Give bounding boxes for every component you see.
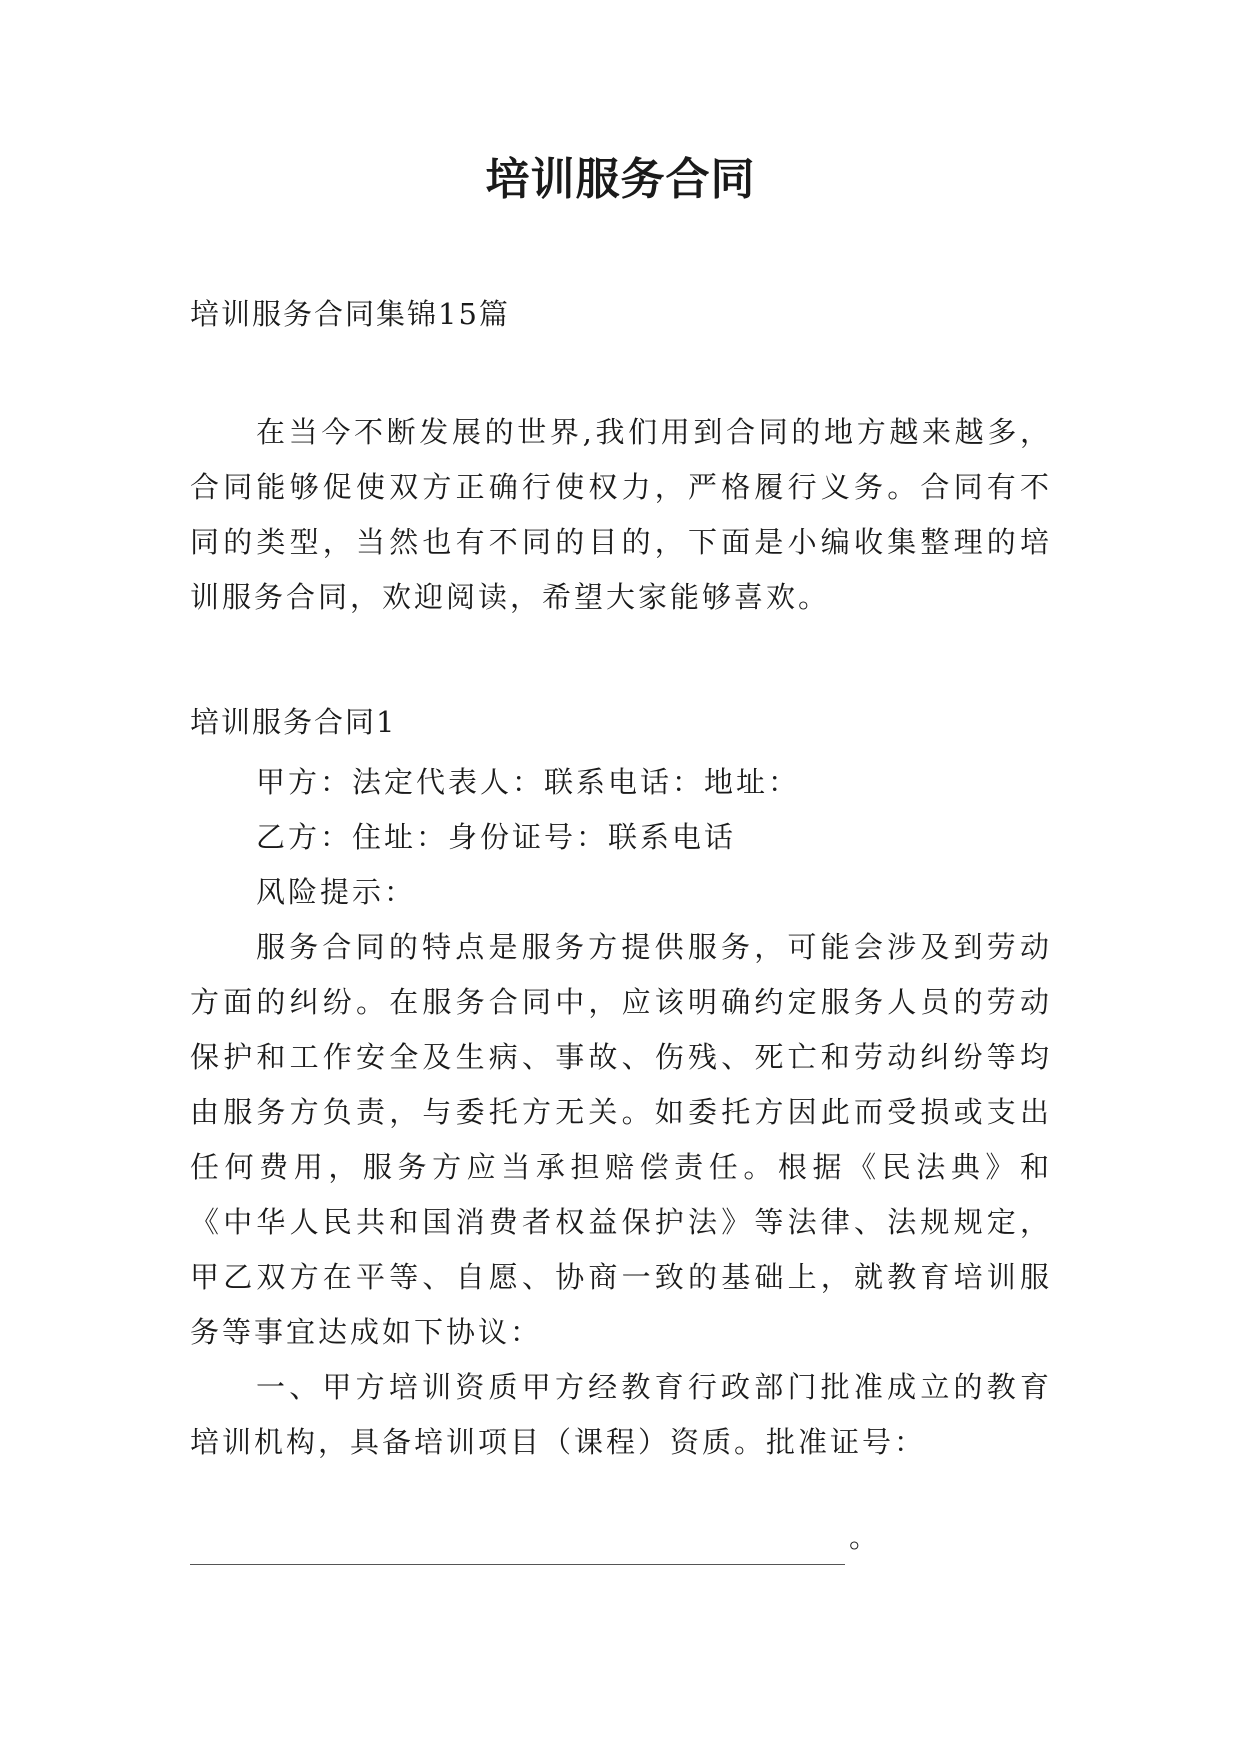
intro-paragraph: 在当今不断发展的世界,我们用到合同的地方越来越多，合同能够促使双方正确行使权力，严格履行义务。合同有不同的类型，当然也有不同的目的，下面是小编收集整理的培训服务合同，欢迎阅读，希望大家能够喜欢。	[190, 415, 1052, 614]
fill-in-underline	[190, 1534, 845, 1565]
section-heading: 培训服务合同1	[190, 705, 397, 739]
party-a-line: 甲方：法定代表人：联系电话：地址：	[256, 765, 801, 799]
collection-subtitle: 培训服务合同集锦15篇	[190, 297, 510, 331]
contract-body	[190, 755, 1052, 1470]
clause-one-paragraph: 一、甲方培训资质甲方经教育行政部门批准成立的教育培训机构，具备培训项目（课程）资质。批准证号：	[190, 1370, 1052, 1459]
risk-notice-heading: 风险提示：	[256, 875, 417, 909]
blank-line-period: 。	[849, 1520, 879, 1554]
party-b-line: 乙方：住址：身份证号：联系电话	[256, 820, 737, 854]
approval-number-blank	[190, 1510, 878, 1565]
risk-notice-paragraph: 服务合同的特点是服务方提供服务，可能会涉及到劳动方面的纠纷。在服务合同中，应该明确约定服务人员的劳动保护和工作安全及生病、事故、伤残、死亡和劳动纠纷等均由服务方负责，与委托方无关。如委托方因此而受损或支出任何费用，服务方应当承担赔偿责任。根据《民法典》和《中华人民共和国消费者权益保护法》等法律、法规规定，甲乙双方在平等、自愿、协商一致的基础上，就教育培训服务等事宜达成如下协议：	[190, 930, 1052, 1349]
document-title: 培训服务合同	[485, 154, 756, 205]
